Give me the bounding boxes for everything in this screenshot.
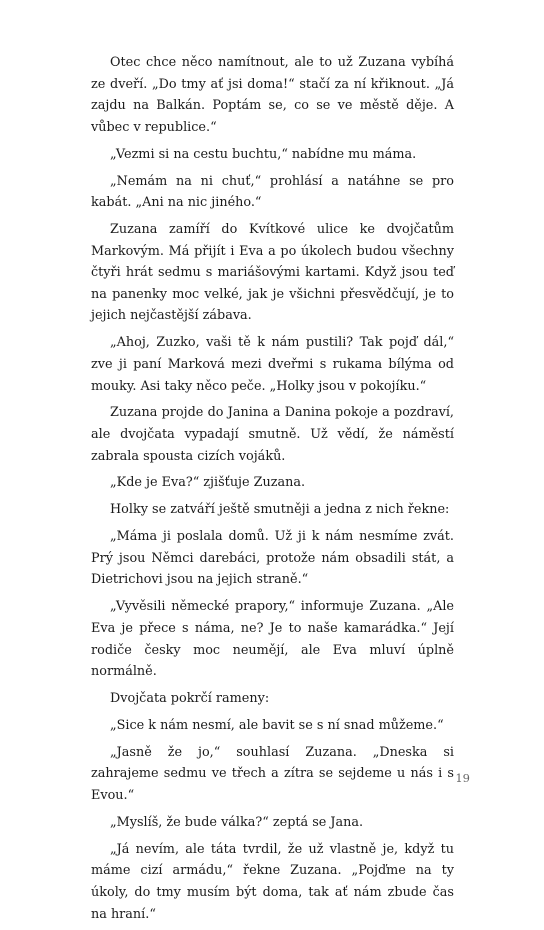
- paragraph: Zuzana projde do Janina a Danina pokoje a pozdraví, ale dvojčata vypadají smutně. Už vědí, že náměstí zabrala spousta cizích vojáků.: [91, 405, 454, 464]
- paragraph: „Sice k nám nesmí, ale bavit se s ní snad můžeme.“: [110, 717, 444, 733]
- page-number: 19: [455, 771, 470, 785]
- paragraph: Dvojčata pokrčí rameny:: [110, 691, 270, 706]
- paragraph: „Myslíš, že bude válka?“ zeptá se Jana.: [110, 814, 364, 830]
- paragraph: Otec chce něco namítnout, ale to už Zuzana vybíhá ze dveří. „Do tmy ať jsi doma!“ stačí za ní křiknout. „Já zajdu na Balkán. Poptám se, co se ve městě děje. A vůbec v republice.“: [91, 55, 454, 135]
- paragraph: „Vezmi si na cestu buchtu,“ nabídne mu máma.: [110, 146, 417, 162]
- paragraph: „Jasně že jo,“ souhlasí Zuzana. „Dneska si zahrajeme sedmu ve třech a zítra se sejdeme u nás i s Evou.“: [91, 744, 454, 803]
- paragraph: „Vyvěsili německé prapory,“ informuje Zuzana. „Ale Eva je přece s náma, ne? Je to naše kamarádka.“ Její rodiče česky moc neumějí, ale Eva mluví úplně normálně.: [91, 599, 454, 680]
- paragraph: „Já nevím, ale táta tvrdil, že už vlastně je, když tu máme cizí armádu,“ řekne Zuzana. „Pojďme na ty úkoly, do tmy musím být doma, tak ať nám zbude čas na hraní.“: [91, 841, 454, 922]
- paragraph: Zuzana zamíří do Kvítkové ulice ke dvojčatům Markovým. Má přijít i Eva a po úkolech budou všechny čtyři hrát sedmu s mariášovými kartami. Když jsou teď na panenky moc velké, jak je všichni přesvědčují, je to jejich nejčastější zábava.: [91, 222, 454, 324]
- paragraph: Holky se zatváří ještě smutněji a jedna z nich řekne:: [110, 502, 450, 518]
- paragraph: „Máma ji poslala domů. Už ji k nám nesmíme zvát. Prý jsou Němci darebáci, protože nám obsadili stát, a Dietrichovi jsou na jejich straně.“: [91, 529, 454, 588]
- paragraph: „Kde je Eva?“ zjišťuje Zuzana.: [110, 475, 306, 491]
- paragraph: „Nemám na ni chuť,“ prohlásí a natáhne se pro kabát. „Ani na nic jiného.“: [91, 173, 454, 211]
- paragraph: „Ahoj, Zuzko, vaši tě k nám pustili? Tak pojď dál,“ zve ji paní Marková mezi dveřmi s rukama bílýma od mouky. Asi taky něco peče. „Holky jsou v pokojíku.“: [91, 335, 454, 394]
- body-text: [91, 52, 454, 930]
